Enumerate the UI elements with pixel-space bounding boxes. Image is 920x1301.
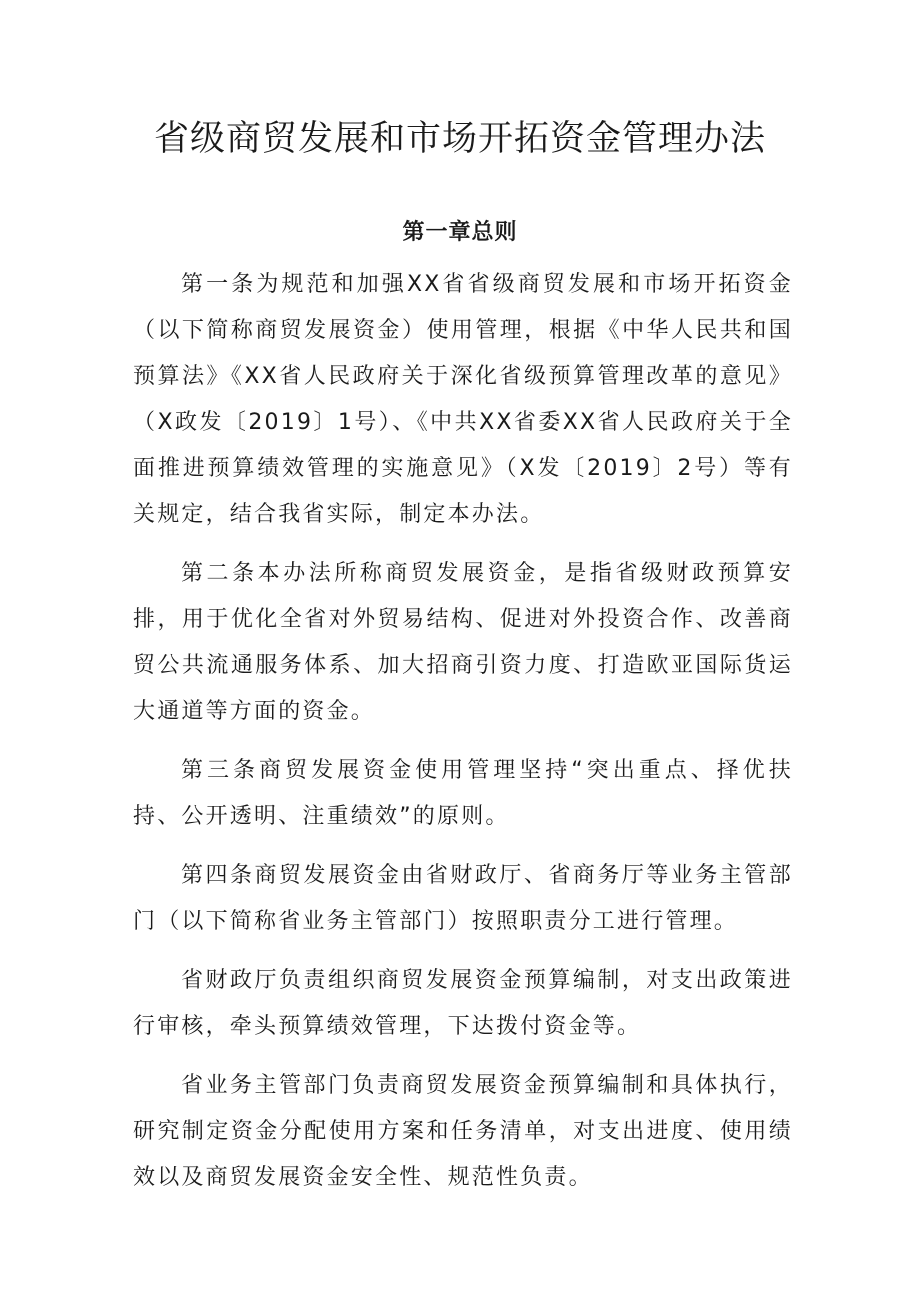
document-title: 省级商贸发展和市场开拓资金管理办法 bbox=[153, 119, 766, 159]
article-3-paragraph: 第三条商贸发展资金使用管理坚持“突出重点、择优扶持、公开透明、注重绩效”的原则。 bbox=[133, 758, 793, 829]
article-1-paragraph: 第一条为规范和加强XX省省级商贸发展和市场开拓资金（以下简称商贸发展资金）使用管理，根据《中华人民共和国预算法》《XX省人民政府关于深化省级预算管理改革的意见》（X政发〔2019〕1号）、《中共XX省委XX省人民政府关于全面推进预算绩效管理的实施意见》（X发〔2019〕2号）等有关规定，结合我省实际，制定本办法。 bbox=[133, 272, 793, 527]
document-body bbox=[133, 262, 793, 1214]
finance-dept-duty-paragraph: 省财政厅负责组织商贸发展资金预算编制，对支出政策进行审核，牵头预算绩效管理，下达拨付资金等。 bbox=[133, 968, 793, 1039]
chapter-heading: 第一章总则 bbox=[402, 220, 518, 245]
article-2-paragraph: 第二条本办法所称商贸发展资金，是指省级财政预算安排，用于优化全省对外贸易结构、促进对外投资合作、改善商贸公共流通服务体系、加大招商引资力度、打造欧亚国际货运大通道等方面的资金。 bbox=[133, 561, 793, 724]
article-4-paragraph: 第四条商贸发展资金由省财政厅、省商务厅等业务主管部门（以下简称省业务主管部门）按照职责分工进行管理。 bbox=[133, 863, 793, 934]
business-dept-duty-paragraph: 省业务主管部门负责商贸发展资金预算编制和具体执行，研究制定资金分配使用方案和任务清单，对支出进度、使用绩效以及商贸发展资金安全性、规范性负责。 bbox=[133, 1073, 793, 1190]
